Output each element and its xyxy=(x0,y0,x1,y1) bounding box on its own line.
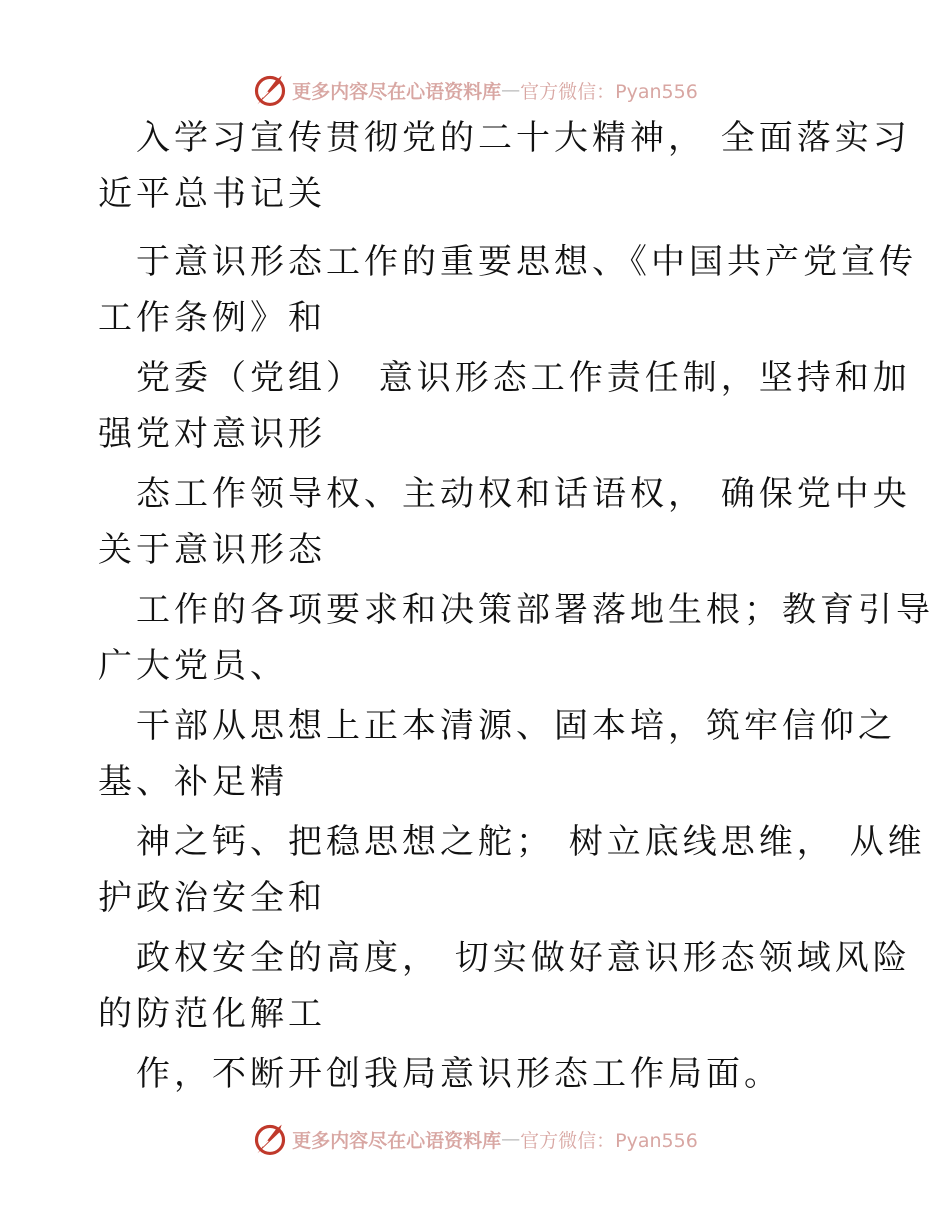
text-line: 工作的各项要求和决策部署落地生根；教育引导 xyxy=(136,590,934,630)
watermark-separator: — xyxy=(501,79,521,101)
text-line: 入学习宣传贯彻党的二十大精神， 全面落实习 xyxy=(136,118,911,158)
text-line: 干部从思想上正本清源、固本培，筑牢信仰之 xyxy=(136,706,896,746)
quill-logo-icon xyxy=(252,72,288,108)
watermark-contact: 官方微信：Pyan556 xyxy=(520,80,698,103)
text-line: 于意识形态工作的重要思想、《中国共产党宣传 xyxy=(136,242,917,282)
watermark-text: 更多内容尽在心语资料库 xyxy=(292,1129,502,1152)
text-line: 作，不断开创我局意识形态工作局面。 xyxy=(136,1054,782,1094)
text-line: 广大党员、 xyxy=(98,646,288,686)
footer-watermark xyxy=(0,1119,950,1159)
text-line: 政权安全的高度， 切实做好意识形态领域风险 xyxy=(136,938,911,978)
watermark-text: 更多内容尽在心语资料库 xyxy=(292,80,502,103)
text-line: 基、补足精 xyxy=(98,762,288,802)
text-line: 护政治安全和 xyxy=(98,878,326,918)
text-line: 工作条例》和 xyxy=(98,298,326,338)
text-line: 近平总书记关 xyxy=(98,174,326,214)
text-line: 的防范化解工 xyxy=(98,994,326,1034)
watermark-contact: 官方微信：Pyan556 xyxy=(520,1129,698,1152)
text-line: 党委（党组） 意识形态工作责任制，坚持和加 xyxy=(136,358,911,398)
quill-logo-icon xyxy=(252,1121,288,1157)
header-watermark xyxy=(0,70,950,110)
watermark-separator: — xyxy=(501,1128,521,1150)
text-line: 强党对意识形 xyxy=(98,414,326,454)
text-line: 态工作领导权、主动权和话语权， 确保党中央 xyxy=(136,474,911,514)
text-line: 神之钙、把稳思想之舵； 树立底线思维， 从维 xyxy=(136,822,926,862)
text-line: 关于意识形态 xyxy=(98,530,326,570)
